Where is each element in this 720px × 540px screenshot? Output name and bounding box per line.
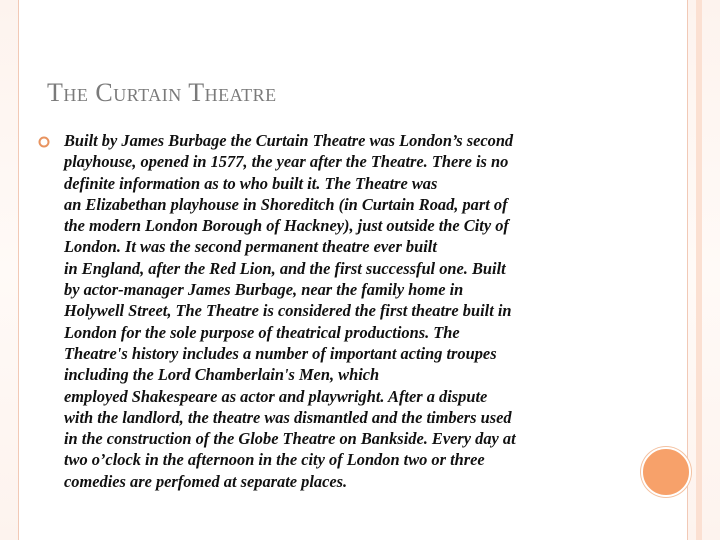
body-line: Holywell Street, The Theatre is considered the first theatre built in [64,301,512,321]
slide-title: The Curtain Theatre [47,78,277,107]
body-line: definite information as to who built it. The Theatre was [64,173,438,193]
body-line: the modern London Borough of Hackney), just outside the City of [64,216,509,236]
body-line: employed Shakespeare as actor and playwright. After a dispute [64,386,488,406]
body-line: in the construction of the Globe Theatre on Bankside. Every day at [64,429,516,449]
body-line: with the landlord, the theatre was dismantled and the timbers used [64,407,512,427]
body-paragraph [64,130,644,492]
body-line: Built by James Burbage the Curtain Theatre was London’s second [64,131,514,150]
decorative-orange-circle [641,447,691,497]
body-line: London. It was the second permanent theatre ever built [64,237,437,257]
body-line: London for the sole purpose of theatrical productions. The [64,322,460,342]
body-line: comedies are perfomed at separate places. [64,471,348,491]
body-line: Theatre's history includes a number of important acting troupes [64,343,497,363]
body-line: an Elizabethan playhouse in Shoreditch (in Curtain Road, part of [64,194,508,214]
body-line: two o’clock in the afternoon in the city of London two or three [64,450,485,470]
body-line: in England, after the Red Lion, and the first successful one. Built [64,258,506,278]
body-line: including the Lord Chamberlain's Men, which [64,365,380,385]
circle-ring-bullet-icon [37,135,51,149]
body-line: playhouse, opened in 1577, the year after the Theatre. There is no [64,152,509,172]
decorative-band [696,0,702,540]
body-line: by actor-manager James Burbage, near the family home in [64,280,464,300]
